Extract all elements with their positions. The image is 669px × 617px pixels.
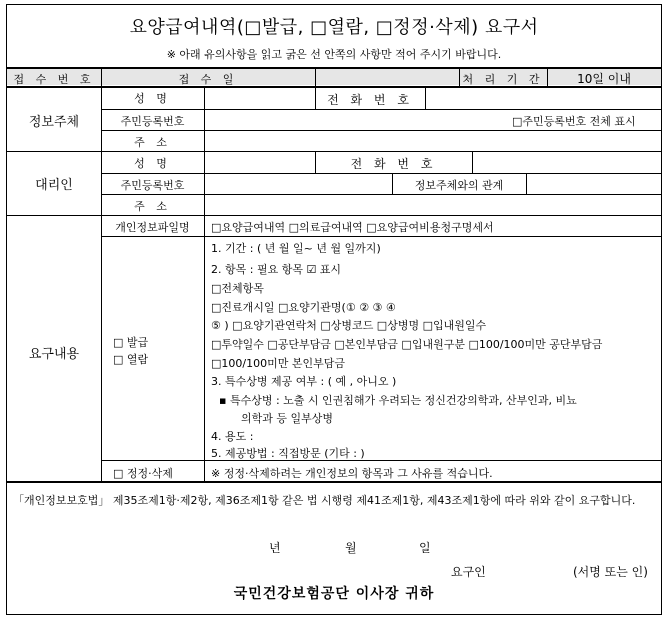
table-top-border [7,67,661,69]
date-year: 년 [269,541,281,555]
agent-phone-divider-right [472,151,473,173]
item-checkbox-line-2[interactable]: ⑤ ) □요양기관연락처 □상병코드 □상병명 □입내원일수 [211,319,487,332]
requester-label: 요구인 [451,565,486,579]
field-label-divider [204,86,205,215]
agent-section-bottom-line [7,215,661,216]
processing-period-value: 10일 이내 [577,72,631,86]
subject-rrn-full-display-checkbox[interactable]: □주민등록번호 전체 표시 [512,115,636,128]
special-disease-note-2: 의학과 등 일부상병 [241,412,334,425]
subject-section-label: 정보주체 [28,115,80,130]
request-section-label: 요구내용 [28,347,80,362]
legal-statement: 「개인정보보호법」 제35조제1항·제2항, 제36조제1항 같은 법 시행령 제41조제1항, 제43조제1항에 따라 위와 같이 요구합니다. [13,494,636,507]
form-notice: ※ 아래 유의사항을 읽고 굵은 선 안쪽의 사항만 적어 주시기 바랍니다. [166,48,502,61]
receipt-date-label: 접 수 일 [178,73,238,86]
item-checkbox-line-1[interactable]: □진료개시일 □요양기관명(① ② ③ ④ [211,301,396,314]
subject-row-line-1 [101,109,661,110]
subject-phone-divider-right [425,86,426,109]
agent-row-line-1 [101,173,661,174]
request-form [6,4,662,615]
agent-relation-label: 정보주체와의 관계 [414,179,504,192]
delivery-method-line: 5. 제공방법 : 직접방문 (기타 : ) [211,447,365,460]
personal-file-name-label: 개인정보파일명 [115,221,190,234]
table-bottom-border [7,481,661,483]
subject-name-label: 성 명 [134,92,171,105]
form-title: 요양급여내역(□발급, □열람, □정정·삭제) 요구서 [129,17,539,38]
item-all-checkbox[interactable]: □전체항목 [211,282,264,295]
period-line: 1. 기간 : ( 년 월 일~ 년 월 일까지) [211,242,381,255]
correction-deletion-checkbox[interactable]: □ 정정·삭제 [113,467,173,480]
correction-note: ※ 정정·삭제하려는 개인정보의 항목과 그 사유를 적습니다. [211,467,493,480]
processing-period-label: 처 리 기 간 [462,73,544,86]
agent-relation-divider-right [526,173,527,194]
item-checkbox-line-3[interactable]: □투약일수 □공단부담금 □본인부담금 □입내원구분 □100/100미만 공단부담금 [211,338,603,351]
agent-section-label: 대리인 [35,178,73,193]
request-label-divider [204,215,205,481]
personal-file-options[interactable]: □요양급여내역 □의료급여내역 □요양급여비용청구명세서 [211,221,494,234]
subject-row-line-2 [101,130,661,131]
agent-address-label: 주 소 [134,200,171,213]
date-day: 일 [419,541,431,555]
agent-name-label: 성 명 [134,157,171,170]
request-detail-bottom-line [101,460,661,461]
view-checkbox[interactable]: □ 열람 [113,353,149,366]
agent-phone-label: 전 화 번 호 [350,157,437,171]
file-row-bottom-line [101,236,661,237]
receipt-number-label: 접 수 번 호 [13,73,95,86]
subject-section-bottom-line [7,151,661,152]
special-disease-note-1: ▪ 특수상병 : 노출 시 인권침해가 우려되는 정신건강의학과, 산부인과, 비뇨 [219,394,577,407]
purpose-line: 4. 용도 : [211,430,254,443]
subject-phone-label: 전 화 번 호 [327,93,413,107]
recipient-line: 국민건강보험공단 이사장 귀하 [233,586,435,602]
agent-rrn-label: 주민등록번호 [120,179,185,192]
date-month: 월 [345,541,357,555]
receipt-divider-2 [315,67,316,86]
items-line: 2. 항목 : 필요 항목 ☑ 표시 [211,263,342,276]
item-checkbox-line-4[interactable]: □100/100미만 본인부담금 [211,357,345,370]
subject-address-label: 주 소 [134,136,171,149]
special-disease-line: 3. 특수상병 제공 여부 : ( 예 , 아니오 ) [211,375,397,388]
subject-rrn-label: 주민등록번호 [120,115,185,128]
agent-row-line-2 [101,194,661,195]
issue-checkbox[interactable]: □ 발급 [113,336,149,349]
signature-label: (서명 또는 인) [573,565,648,579]
